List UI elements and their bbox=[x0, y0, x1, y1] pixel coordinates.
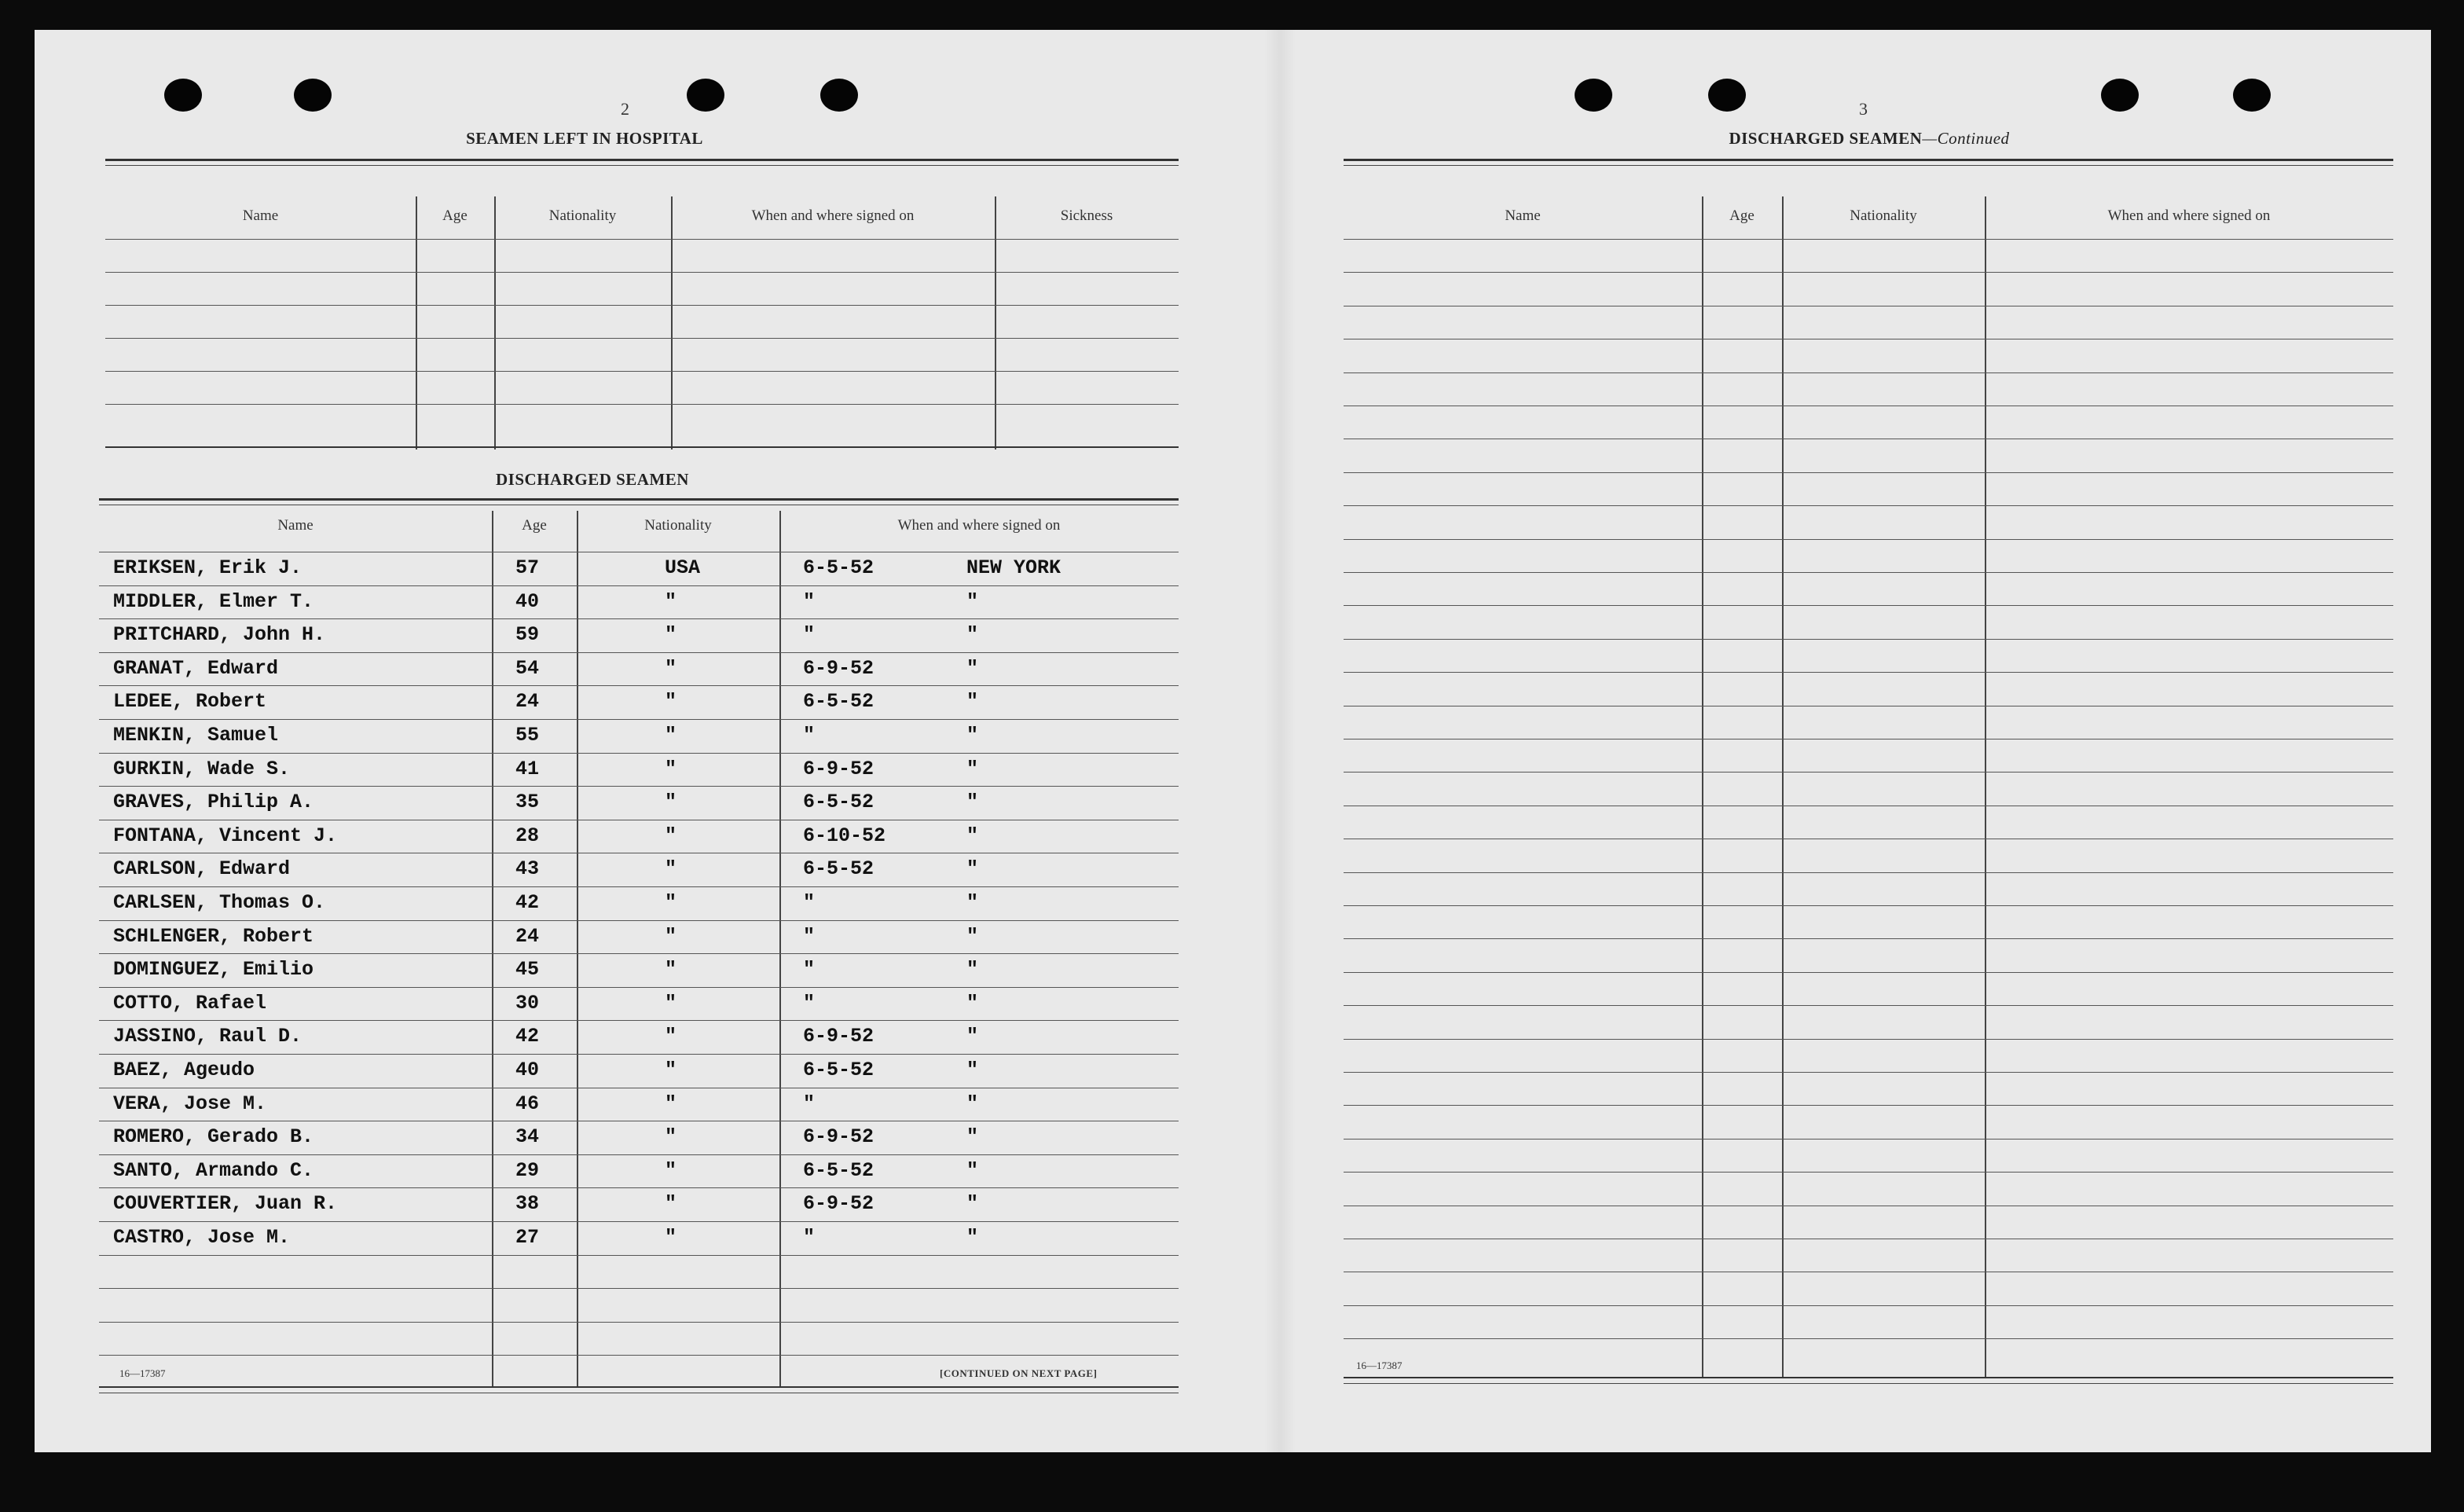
signed-on-place: " bbox=[966, 690, 979, 714]
form-number: 16—17387 bbox=[119, 1367, 166, 1379]
signed-on-place: " bbox=[966, 589, 979, 613]
col-header-signed-on: When and where signed on bbox=[2107, 207, 2271, 224]
punch-hole bbox=[1708, 79, 1746, 112]
signed-on-place: " bbox=[966, 824, 979, 847]
seaman-nationality: " bbox=[665, 1059, 677, 1081]
seaman-name: CASTRO, Jose M. bbox=[113, 1226, 291, 1249]
signed-on-date: " bbox=[803, 1092, 816, 1115]
document-sheet bbox=[35, 30, 2431, 1452]
col-header-name: Name bbox=[242, 207, 279, 224]
seaman-name: JASSINO, Raul D. bbox=[113, 1025, 302, 1048]
seaman-name: MIDDLER, Elmer T. bbox=[113, 589, 314, 613]
seaman-age: 24 bbox=[515, 690, 540, 714]
signed-on-place: " bbox=[966, 1125, 979, 1149]
seaman-name: CARLSEN, Thomas O. bbox=[113, 891, 326, 914]
seaman-age: 28 bbox=[515, 824, 540, 847]
signed-on-date: " bbox=[803, 924, 816, 948]
seaman-nationality: " bbox=[665, 724, 677, 747]
seaman-nationality: " bbox=[665, 1192, 677, 1216]
signed-on-date: 6-5-52 bbox=[803, 1158, 874, 1182]
discharged-table bbox=[99, 498, 1179, 1394]
seaman-name: GRAVES, Philip A. bbox=[113, 791, 314, 814]
form-number: 16—17387 bbox=[1356, 1360, 1402, 1371]
signed-on-place: " bbox=[966, 1025, 979, 1048]
seaman-age: 34 bbox=[515, 1125, 540, 1149]
seaman-nationality: " bbox=[665, 690, 677, 714]
col-header-sickness: Sickness bbox=[1060, 207, 1113, 224]
seaman-age: 24 bbox=[515, 924, 540, 948]
col-header-name: Name bbox=[277, 517, 314, 534]
col-header-name: Name bbox=[1505, 207, 1541, 224]
signed-on-date: 6-9-52 bbox=[803, 656, 874, 680]
seaman-name: SANTO, Armando C. bbox=[113, 1158, 314, 1182]
seaman-name: ROMERO, Gerado B. bbox=[113, 1125, 314, 1149]
seaman-age: 29 bbox=[515, 1158, 540, 1182]
right-section-title bbox=[1575, 129, 2164, 149]
seaman-nationality: " bbox=[665, 924, 677, 948]
seaman-name: VERA, Jose M. bbox=[113, 1092, 267, 1115]
seaman-age: 41 bbox=[515, 757, 540, 780]
page-number: 3 bbox=[1859, 99, 1868, 119]
seaman-nationality: USA bbox=[665, 556, 701, 579]
seaman-name: COUVERTIER, Juan R. bbox=[113, 1192, 338, 1216]
col-header-age: Age bbox=[522, 517, 547, 534]
seaman-age: 35 bbox=[515, 791, 540, 814]
signed-on-place: " bbox=[966, 924, 979, 948]
signed-on-place: " bbox=[966, 1192, 979, 1216]
right-title-main: DISCHARGED SEAMEN bbox=[1729, 129, 1923, 148]
signed-on-date: 6-9-52 bbox=[803, 1192, 874, 1216]
signed-on-place: " bbox=[966, 757, 979, 780]
signed-on-date: " bbox=[803, 1226, 816, 1249]
seaman-age: 40 bbox=[515, 1059, 540, 1081]
seaman-nationality: " bbox=[665, 1092, 677, 1115]
hospital-table bbox=[105, 159, 1179, 451]
signed-on-place: " bbox=[966, 1158, 979, 1182]
signed-on-place: " bbox=[966, 1092, 979, 1115]
seaman-name: BAEZ, Ageudo bbox=[113, 1059, 255, 1081]
col-header-nationality: Nationality bbox=[548, 207, 617, 224]
seaman-name: COTTO, Rafael bbox=[113, 991, 267, 1015]
seaman-name: PRITCHARD, John H. bbox=[113, 623, 326, 647]
left-page bbox=[35, 30, 1229, 1452]
punch-hole bbox=[2233, 79, 2271, 112]
seaman-name: MENKIN, Samuel bbox=[113, 724, 279, 747]
punch-hole bbox=[687, 79, 724, 112]
punch-hole bbox=[1575, 79, 1612, 112]
signed-on-date: " bbox=[803, 724, 816, 747]
seaman-name: GRANAT, Edward bbox=[113, 656, 279, 680]
col-header-signed-on: When and where signed on bbox=[751, 207, 915, 224]
col-header-signed-on: When and where signed on bbox=[897, 517, 1061, 534]
signed-on-date: " bbox=[803, 891, 816, 914]
signed-on-date: 6-9-52 bbox=[803, 1025, 874, 1048]
signed-on-date: 6-10-52 bbox=[803, 824, 886, 847]
signed-on-date: 6-5-52 bbox=[803, 1059, 874, 1081]
right-page bbox=[1300, 30, 2431, 1452]
seaman-age: 55 bbox=[515, 724, 540, 747]
seaman-nationality: " bbox=[665, 1226, 677, 1249]
signed-on-place: " bbox=[966, 891, 979, 914]
seaman-name: DOMINGUEZ, Emilio bbox=[113, 958, 314, 982]
seaman-nationality: " bbox=[665, 656, 677, 680]
punch-hole bbox=[294, 79, 332, 112]
seaman-nationality: " bbox=[665, 958, 677, 982]
signed-on-date: " bbox=[803, 589, 816, 613]
col-header-nationality: Nationality bbox=[644, 517, 712, 534]
signed-on-place: " bbox=[966, 958, 979, 982]
signed-on-date: " bbox=[803, 623, 816, 647]
page-crease bbox=[1264, 30, 1296, 1452]
seaman-name: SCHLENGER, Robert bbox=[113, 924, 314, 948]
seaman-nationality: " bbox=[665, 1025, 677, 1048]
signed-on-place: " bbox=[966, 656, 979, 680]
seaman-name: ERIKSEN, Erik J. bbox=[113, 556, 302, 579]
seaman-nationality: " bbox=[665, 1158, 677, 1182]
punch-hole bbox=[164, 79, 202, 112]
col-header-nationality: Nationality bbox=[1850, 207, 1917, 224]
seaman-age: 45 bbox=[515, 958, 540, 982]
signed-on-place: " bbox=[966, 1226, 979, 1249]
punch-hole bbox=[2101, 79, 2139, 112]
seaman-age: 30 bbox=[515, 991, 540, 1015]
signed-on-date: " bbox=[803, 958, 816, 982]
signed-on-place: " bbox=[966, 623, 979, 647]
signed-on-date: 6-9-52 bbox=[803, 757, 874, 780]
seaman-nationality: " bbox=[665, 857, 677, 881]
seaman-nationality: " bbox=[665, 791, 677, 814]
signed-on-date: 6-5-52 bbox=[803, 791, 874, 814]
seaman-age: 54 bbox=[515, 656, 540, 680]
seaman-age: 57 bbox=[515, 556, 540, 579]
seaman-age: 59 bbox=[515, 623, 540, 647]
seaman-nationality: " bbox=[665, 824, 677, 847]
seaman-nationality: " bbox=[665, 891, 677, 914]
seaman-age: 27 bbox=[515, 1226, 540, 1249]
seaman-nationality: " bbox=[665, 757, 677, 780]
col-header-age: Age bbox=[1729, 207, 1754, 224]
right-title-suffix: —Continued bbox=[1922, 129, 2010, 148]
page-number: 2 bbox=[621, 99, 629, 119]
signed-on-place: " bbox=[966, 724, 979, 747]
seaman-age: 38 bbox=[515, 1192, 540, 1216]
signed-on-date: 6-5-52 bbox=[803, 556, 874, 579]
signed-on-date: 6-9-52 bbox=[803, 1125, 874, 1149]
seaman-age: 46 bbox=[515, 1092, 540, 1115]
col-header-age: Age bbox=[442, 207, 468, 224]
discharged-section-title: DISCHARGED SEAMEN bbox=[496, 470, 689, 489]
seaman-nationality: " bbox=[665, 1125, 677, 1149]
hospital-section-title: SEAMEN LEFT IN HOSPITAL bbox=[466, 129, 703, 148]
signed-on-date: " bbox=[803, 991, 816, 1015]
seaman-age: 42 bbox=[515, 891, 540, 914]
seaman-name: GURKIN, Wade S. bbox=[113, 757, 291, 780]
seaman-nationality: " bbox=[665, 991, 677, 1015]
signed-on-place: " bbox=[966, 1059, 979, 1081]
seaman-age: 42 bbox=[515, 1025, 540, 1048]
seaman-age: 43 bbox=[515, 857, 540, 881]
punch-hole bbox=[820, 79, 858, 112]
signed-on-date: 6-5-52 bbox=[803, 690, 874, 714]
seaman-name: CARLSON, Edward bbox=[113, 857, 291, 881]
signed-on-place: NEW YORK bbox=[966, 556, 1062, 579]
seaman-nationality: " bbox=[665, 623, 677, 647]
signed-on-date: 6-5-52 bbox=[803, 857, 874, 881]
signed-on-place: " bbox=[966, 791, 979, 814]
signed-on-place: " bbox=[966, 991, 979, 1015]
discharged-continued-table bbox=[1344, 159, 2393, 1385]
signed-on-place: " bbox=[966, 857, 979, 881]
continued-note: [CONTINUED ON NEXT PAGE] bbox=[940, 1367, 1098, 1379]
seaman-age: 40 bbox=[515, 589, 540, 613]
seaman-name: LEDEE, Robert bbox=[113, 690, 267, 714]
seaman-nationality: " bbox=[665, 589, 677, 613]
seaman-name: FONTANA, Vincent J. bbox=[113, 824, 338, 847]
